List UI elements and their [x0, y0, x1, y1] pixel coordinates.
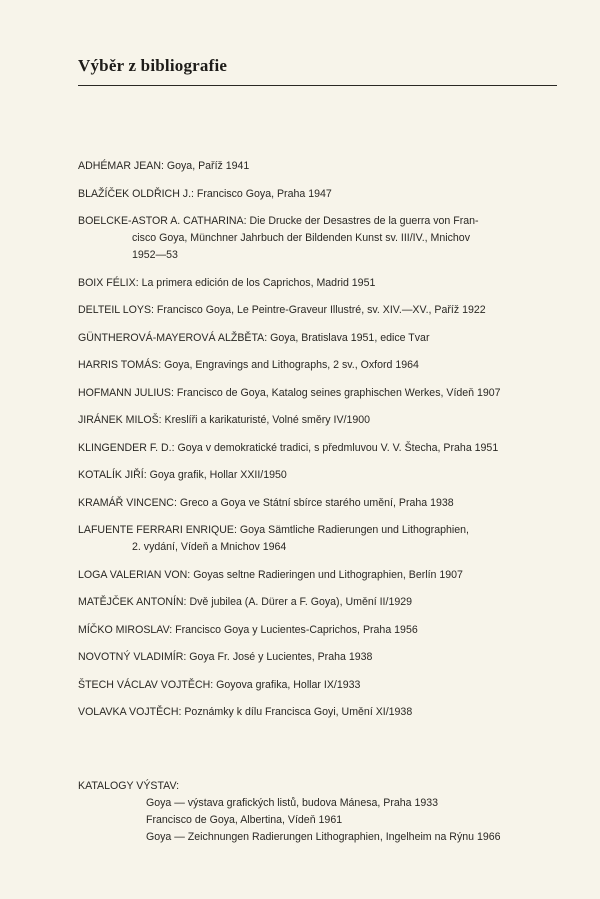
entry-text: BOIX FÉLIX: La primera edición de los Caprichos, Madrid 1951 [78, 276, 376, 289]
bibliography-entry [78, 704, 558, 721]
entry-text: HOFMANN JULIUS: Francisco de Goya, Katalog seines graphischen Werkes, Vídeň 1907 [78, 386, 501, 399]
entry-text: NOVOTNÝ VLADIMÍR: Goya Fr. José y Lucientes, Praha 1938 [78, 651, 373, 663]
entry-text: JIRÁNEK MILOŠ: Kreslíři a karikaturisté, Volné směry IV/1900 [78, 414, 371, 426]
bibliography-entry [78, 275, 558, 292]
bibliography-entry [78, 467, 558, 484]
entry-text: VOLAVKA VOJTĚCH: Poznámky k dílu Francisca Goyi, Umění XI/1938 [78, 706, 413, 718]
bibliography-list [78, 158, 558, 732]
entry-continuation: 2. vydání, Vídeň a Mnichov 1964 [132, 541, 287, 553]
bibliography-entry [78, 440, 558, 457]
bibliography-entry [78, 649, 558, 666]
entry-text: LAFUENTE FERRARI ENRIQUE: Goya Sämtliche Radierungen und Lithographien, [78, 524, 469, 536]
catalog-item: Goya — Zeichnungen Radierungen Lithographien, Ingelheim na Rýnu 1966 [146, 831, 501, 843]
bibliography-entry [78, 495, 558, 512]
bibliography-entry [78, 213, 558, 264]
bibliography-entry [78, 302, 558, 319]
bibliography-entry [78, 594, 558, 611]
page-title: Výběr z bibliografie [78, 56, 228, 75]
catalogs-heading: KATALOGY VÝSTAV: [78, 780, 180, 792]
bibliography-entry [78, 330, 558, 347]
entry-text: GÜNTHEROVÁ-MAYEROVÁ ALŽBĚTA: Goya, Bratislava 1951, edice Tvar [78, 331, 430, 344]
entry-text: HARRIS TOMÁS: Goya, Engravings and Lithographs, 2 sv., Oxford 1964 [78, 359, 419, 371]
bibliography-entry [78, 412, 558, 429]
entry-text: BOELCKE-ASTOR A. CATHARINA: Die Drucke der Desastres de la guerra von Fran- [78, 215, 479, 227]
bibliography-entry [78, 522, 558, 556]
entry-text: ŠTECH VÁCLAV VOJTĚCH: Goyova grafika, Hollar IX/1933 [78, 678, 361, 691]
entry-text: ADHÉMAR JEAN: Goya, Paříž 1941 [78, 160, 250, 172]
bibliography-entry [78, 158, 558, 175]
entry-continuation: cisco Goya, Münchner Jahrbuch der Bildenden Kunst sv. III/IV., Mnichov [132, 232, 470, 244]
entry-text: KRAMÁŘ VINCENC: Greco a Goya ve Státní sbírce starého umění, Praha 1938 [78, 496, 454, 509]
title-divider [78, 85, 557, 86]
bibliography-entry [78, 622, 558, 639]
entry-text: LOGA VALERIAN VON: Goyas seltne Radieringen und Lithographien, Berlín 1907 [78, 568, 463, 581]
entry-continuation: 1952—53 [132, 249, 178, 261]
catalog-item: Francisco de Goya, Albertina, Vídeň 1961 [146, 814, 343, 826]
bibliography-entry [78, 567, 558, 584]
entry-text: MATĚJČEK ANTONÍN: Dvě jubilea (A. Dürer a F. Goya), Umění II/1929 [78, 596, 413, 608]
catalogs-list [146, 795, 566, 846]
entry-text: BLAŽÍČEK OLDŘICH J.: Francisco Goya, Praha 1947 [78, 187, 332, 200]
catalog-item: Goya — výstava grafických listů, budova Mánesa, Praha 1933 [146, 797, 439, 809]
bibliography-entry [78, 357, 558, 374]
entry-text: MÍČKO MIROSLAV: Francisco Goya y Lucientes-Caprichos, Praha 1956 [78, 623, 418, 636]
entry-text: KLINGENDER F. D.: Goya v demokratické tradici, s předmluvou V. V. Štecha, Praha 1951 [78, 441, 499, 454]
bibliography-entry [78, 186, 558, 203]
bibliography-entry [78, 677, 558, 694]
entry-text: KOTALÍK JIŘÍ: Goya grafik, Hollar XXII/1950 [78, 469, 287, 481]
entry-text: DELTEIL LOYS: Francisco Goya, Le Peintre-Graveur Illustré, sv. XIV.—XV., Paříž 1922 [78, 304, 486, 316]
bibliography-entry [78, 385, 558, 402]
